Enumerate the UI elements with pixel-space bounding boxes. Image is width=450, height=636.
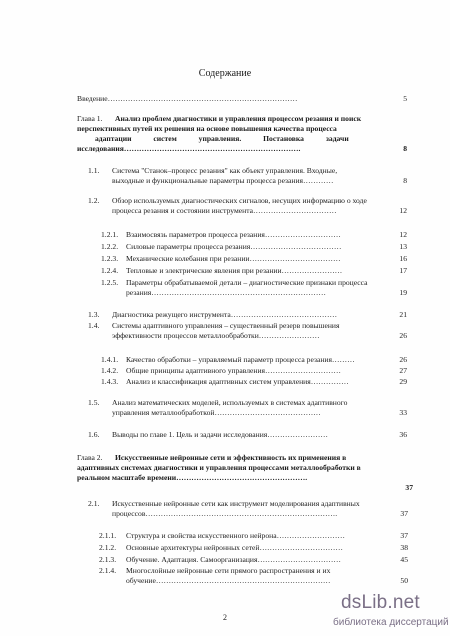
toc-entry-number: 1.1. [88,166,100,175]
toc-entry-page: 21 [399,310,407,319]
toc-entry-text: адаптации систем управления. Постановка задачи [95,134,349,143]
toc-entry-text: Структура и свойства искусственного нейрона……………………… [126,531,345,540]
toc-entry-chapter-1[interactable] [77,114,407,156]
toc-entry-text: эффективности процессов металлообработки…………………… [112,331,320,340]
toc-entry-text: выходные и функциональные параметры процесса резания………… [112,176,334,185]
toc-entry-number: 1.4. [88,321,100,330]
toc-entry-2-1-1[interactable] [99,531,408,541]
toc-entry-text: перспективных путей их решения на основе повышения качества процесса [77,124,337,133]
toc-entry-number: 1.2. [88,196,100,205]
toc-entry-page: 45 [400,555,408,564]
toc-entry-page: 38 [400,543,408,552]
toc-entry-page: 50 [400,576,408,585]
toc-entry-page: 16 [399,254,407,263]
toc-entry-2-1-3[interactable] [99,555,408,565]
toc-entry-1-2-4[interactable] [101,266,407,276]
toc-entry-number: 1.4.2. [101,366,119,375]
toc-entry-page: 26 [399,355,407,364]
toc-title: Содержание [198,68,252,79]
toc-entry-number: 1.4.3. [101,377,119,386]
toc-entry-text: Тепловые и электрические явления при резании…………………… [126,266,343,275]
toc-entry-text: Обучение. Адаптация. Самоорганизация…………………………… [126,555,341,564]
watermark-logo: dsLib.net [341,592,420,613]
toc-entry-text: резания…………………………………………………………… [126,288,326,297]
toc-entry-text: процесса резания и состоянии инструмента…………………………… [112,206,337,215]
toc-entry-number: Глава 2. [77,453,103,462]
toc-entry-text: Искусственные нейронные сети как инструмент моделирования адаптивных [112,499,360,508]
toc-entry-page: 33 [399,408,407,417]
toc-entry-1-4-1[interactable] [101,355,407,365]
toc-entry-page: 37 [400,509,408,518]
toc-entry-number: 2.1. [88,499,100,508]
toc-entry-number: 1.6. [88,430,100,439]
toc-entry-text: исследования……………………………………………………………. [77,144,301,153]
toc-entry-2-1-4[interactable] [99,566,408,586]
toc-entry-text: управления металлообработкой…………………………………… [112,408,321,417]
toc-entry-2-1-2[interactable] [99,543,408,553]
toc-entry-1-4[interactable] [88,321,407,341]
toc-entry-number: 1.2.5. [101,278,119,287]
toc-entry-text: Общие принципы адаптивного управления………………………… [126,366,341,375]
toc-entry-number: 1.2.4. [101,266,119,275]
toc-entry-number: 1.4.1. [101,355,119,364]
toc-entry-text: Механические колебания при резании……………………………… [126,254,341,263]
toc-entry-1-2-1[interactable] [101,230,407,240]
toc-entry-text: Основные архитектуры нейронных сетей…………………………… [126,543,343,552]
toc-entry-page: 12 [399,230,407,239]
toc-entry-1-2-5[interactable] [101,278,407,298]
toc-entry-text: Взаимосвязь параметров процесса резания………………………… [126,230,341,239]
toc-entry-number: 2.1.4. [99,566,117,575]
toc-entry-text: адаптивных системах диагностики и управления процессами металлообработки в [77,463,361,472]
toc-entry-text: Многослойные нейронные сети прямого распространения и их [126,566,331,575]
toc-entry-text: Анализ математических моделей, используемых в системах адаптивного [112,398,348,407]
toc-entry-page: 19 [399,288,407,297]
toc-entry-1-2-2[interactable] [101,242,407,252]
toc-entry-text: Анализ проблем диагностики и управления процессом резания и поиск [115,114,362,123]
toc-entry-page: 17 [399,266,407,275]
toc-entry-number: 1.2.2. [101,242,119,251]
toc-entry-number: 2.1.2. [99,543,117,552]
toc-entry-page: 37 [400,531,408,540]
toc-entry-page: 8 [403,176,407,185]
toc-entry-text: Система "Станок–процесс резания" как объект управления. Входные, [112,166,338,175]
toc-entry-1-4-2[interactable] [101,366,407,376]
toc-entry-page: 13 [399,242,407,251]
toc-entry-number: 2.1.1. [99,531,117,540]
toc-entry-text: Искусственные нейронные сети и эффективность их применения в [115,453,347,462]
toc-entry-chapter-2[interactable] [77,453,413,492]
toc-entry-text: Введение………………………………………………………………… [77,94,298,103]
toc-entry-page: 12 [399,206,407,215]
toc-entry-text: реальном масштабе времени……………………………………………. [77,473,308,482]
toc-entry-1-4-3[interactable] [101,377,407,387]
toc-entry-page: 5 [403,94,407,103]
toc-entry-text: Качество обработки – управляемый параметр процесса резания……… [126,355,355,364]
toc-entry-text: Параметры обрабатываемой детали – диагностические признаки процесса [126,278,368,287]
toc-entry-page: 29 [399,377,407,386]
page-number: 2 [223,613,227,622]
toc-entry-page: 26 [399,331,407,340]
toc-entry-number: 1.5. [88,398,100,407]
toc-entry-1-3[interactable] [88,310,407,320]
toc-entry-page: 37 [405,483,413,492]
toc-entry-1-2[interactable] [88,196,407,216]
toc-entry-1-6[interactable] [88,430,407,440]
toc-entry-1-2-3[interactable] [101,254,407,264]
toc-entry-text: Выводы по главе 1. Цель и задачи исследования…………………… [112,430,328,439]
toc-entry-number: Глава 1. [77,114,103,123]
toc-entry-1-1[interactable] [88,166,407,186]
toc-entry-number: 1.2.1. [101,230,119,239]
toc-entry-text: Анализ и классификация адаптивных систем управления…………… [126,377,349,386]
toc-entry-page: 36 [399,430,407,439]
watermark-subtitle: библиотека диссертаций [333,617,449,628]
toc-entry-text: Диагностика режущего инструмента…………………………………… [112,310,338,319]
toc-entry-text: Системы адаптивного управления – существенный резерв повышения [112,321,340,330]
toc-entry-number: 2.1.3. [99,555,117,564]
watermark [333,592,449,632]
toc-entry-intro[interactable] [77,94,407,104]
toc-entry-text: обучение…………………………………………………………… [126,576,331,585]
toc-entry-text: Обзор используемых диагностических сигналов, несущих информацию о ходе [112,196,367,205]
toc-entry-text: процессов…………………………………………………………………. [112,509,338,518]
toc-entry-page: 8 [403,144,407,153]
toc-entry-1-5[interactable] [88,398,407,418]
toc-entry-number: 1.2.3. [101,254,119,263]
toc-entry-page: 27 [399,366,407,375]
toc-entry-2-1[interactable] [88,499,408,519]
toc-entry-number: 1.3. [88,310,100,319]
toc-entry-text: Силовые параметры процесса резания……………………………… [126,242,342,251]
